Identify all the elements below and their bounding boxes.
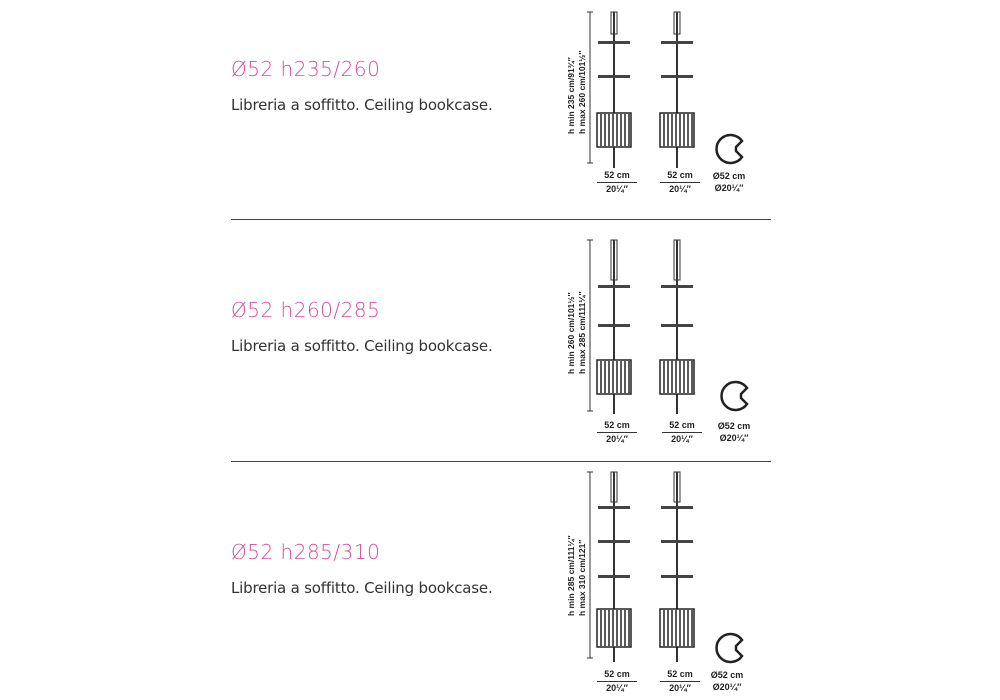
bookcase-top-view — [717, 634, 742, 662]
bookcase-top-view — [722, 382, 747, 410]
bookcase-drawing — [585, 236, 765, 416]
bookcase-front-view — [597, 240, 631, 414]
width-dimension-1: 52 cm 20¼″ — [597, 170, 637, 195]
height-max-label: h max 285 cm/111¼″ — [577, 291, 587, 374]
bookcase-front-view — [597, 472, 631, 662]
bookcase-side-view — [660, 240, 694, 414]
diameter-dimension: Ø52 cm Ø20¼″ — [717, 421, 751, 443]
diameter-dimension: Ø52 cm Ø20¼″ — [712, 171, 746, 193]
product-description: Libreria a soffitto. Ceiling bookcase. — [231, 96, 493, 114]
width-dimension-2: 52 cm 20¼″ — [660, 669, 700, 694]
bookcase-front-view — [597, 12, 631, 168]
product-description: Libreria a soffitto. Ceiling bookcase. — [231, 579, 493, 597]
bookcase-side-view — [660, 472, 694, 662]
section-divider — [231, 219, 771, 220]
height-min-label: h min 260 cm/101½″ — [566, 292, 576, 374]
width-dimension-1: 52 cm 20¼″ — [597, 669, 637, 694]
product-description: Libreria a soffitto. Ceiling bookcase. — [231, 337, 493, 355]
diameter-dimension: Ø52 cm Ø20¼″ — [710, 670, 744, 692]
product-code: Ø52 h285/310 — [231, 540, 381, 564]
bookcase-top-view — [717, 135, 742, 163]
product-code: Ø52 h260/285 — [231, 298, 381, 322]
bookcase-side-view — [660, 12, 694, 168]
product-code: Ø52 h235/260 — [231, 57, 381, 81]
width-dimension-2: 52 cm 20¼″ — [662, 420, 702, 445]
height-max-label: h max 260 cm/101½″ — [577, 50, 587, 134]
bookcase-drawing — [585, 8, 765, 176]
height-max-label: h max 310 cm/121″ — [577, 539, 587, 616]
width-dimension-1: 52 cm 20¼″ — [597, 420, 637, 445]
bookcase-drawing — [585, 468, 765, 664]
height-min-label: h min 235 cm/91¾″ — [566, 57, 576, 134]
height-min-label: h min 285 cm/111¼″ — [566, 535, 576, 616]
section-divider — [231, 461, 771, 462]
width-dimension-2: 52 cm 20¼″ — [660, 170, 700, 195]
